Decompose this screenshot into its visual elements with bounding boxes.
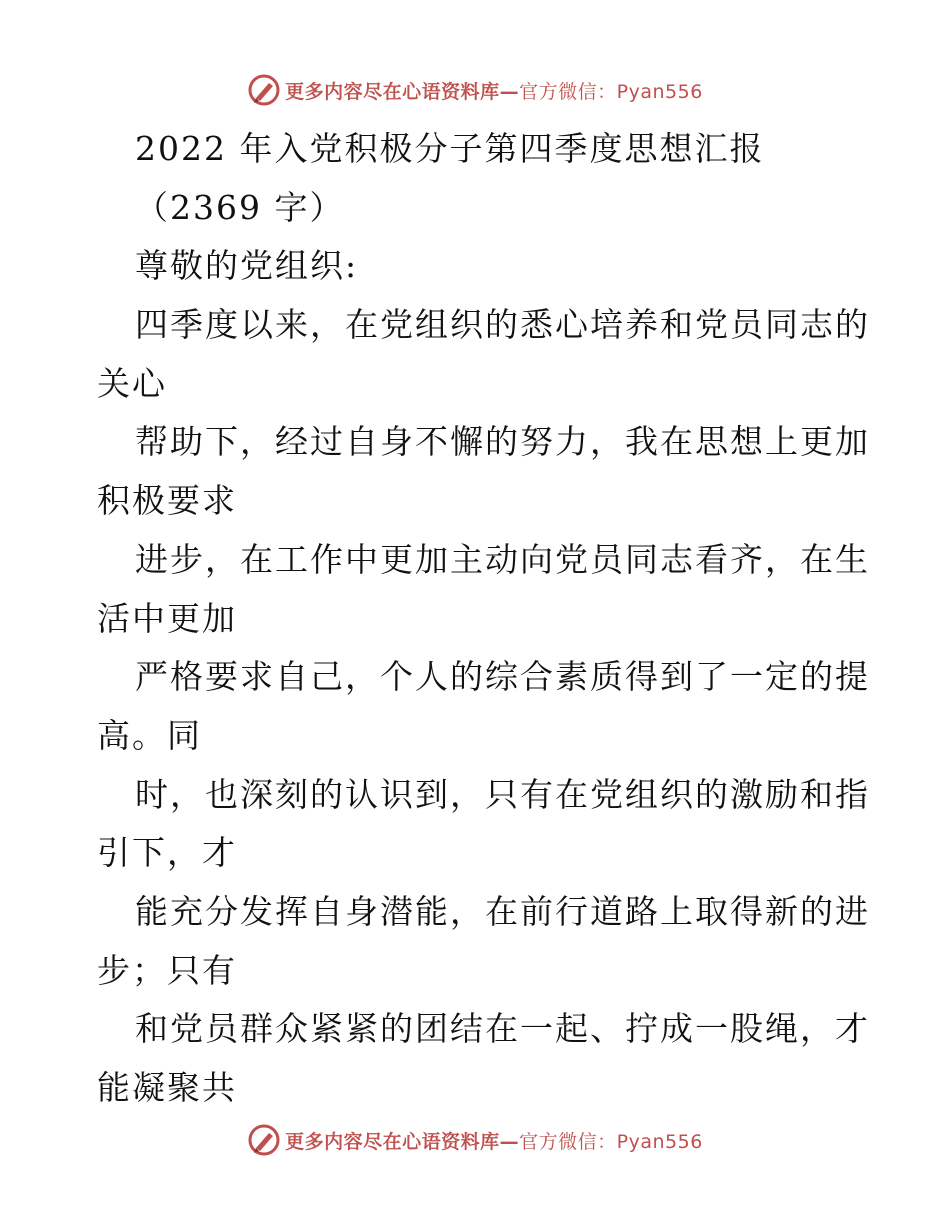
paragraph-line: 步；只有 — [97, 950, 237, 990]
banner-text — [285, 77, 703, 104]
pen-logo-icon — [247, 1123, 281, 1157]
salutation: 尊敬的党组织: — [135, 246, 359, 286]
banner-wechat-text: 官方微信：Pyan556 — [519, 1130, 703, 1153]
banner-main-text: 更多内容尽在心语资料库 — [285, 1130, 500, 1153]
document-title: 2022 年入党积极分子第四季度思想汇报 — [135, 129, 765, 168]
paragraph-line: 时，也深刻的认识到，只有在党组织的激励和指 — [135, 774, 870, 814]
pen-logo-icon — [247, 73, 281, 107]
footer-banner — [0, 1120, 950, 1160]
paragraph-line: 高。同 — [97, 715, 202, 755]
paragraph-line: 帮助下，经过自身不懈的努力，我在思想上更加 — [135, 422, 870, 462]
banner-wechat-text: 官方微信：Pyan556 — [519, 80, 703, 103]
paragraph-line: 能凝聚共 — [97, 1068, 237, 1107]
paragraph-line: 进步，在工作中更加主动向党员同志看齐，在生 — [135, 539, 870, 579]
paragraph-line: 四季度以来，在党组织的悉心培养和党员同志的 — [135, 305, 870, 345]
paragraph-line: 活中更加 — [97, 598, 237, 638]
banner-dash: — — [499, 80, 520, 103]
paragraph-line: 能充分发挥自身潜能，在前行道路上取得新的进 — [135, 891, 870, 931]
banner-dash: — — [499, 1130, 520, 1153]
paragraph-line: 严格要求自己，个人的综合素质得到了一定的提 — [135, 657, 870, 697]
header-banner — [0, 70, 950, 110]
word-count: （2369 字） — [135, 187, 345, 227]
paragraph-line: 关心 — [97, 363, 167, 403]
document-body — [97, 120, 870, 1118]
banner-main-text: 更多内容尽在心语资料库 — [285, 80, 500, 103]
paragraph-line: 引下，才 — [97, 833, 237, 873]
paragraph-line: 和党员群众紧紧的团结在一起、拧成一股绳，才 — [135, 1009, 870, 1049]
paragraph-line: 积极要求 — [97, 481, 237, 521]
banner-text — [285, 1127, 703, 1154]
